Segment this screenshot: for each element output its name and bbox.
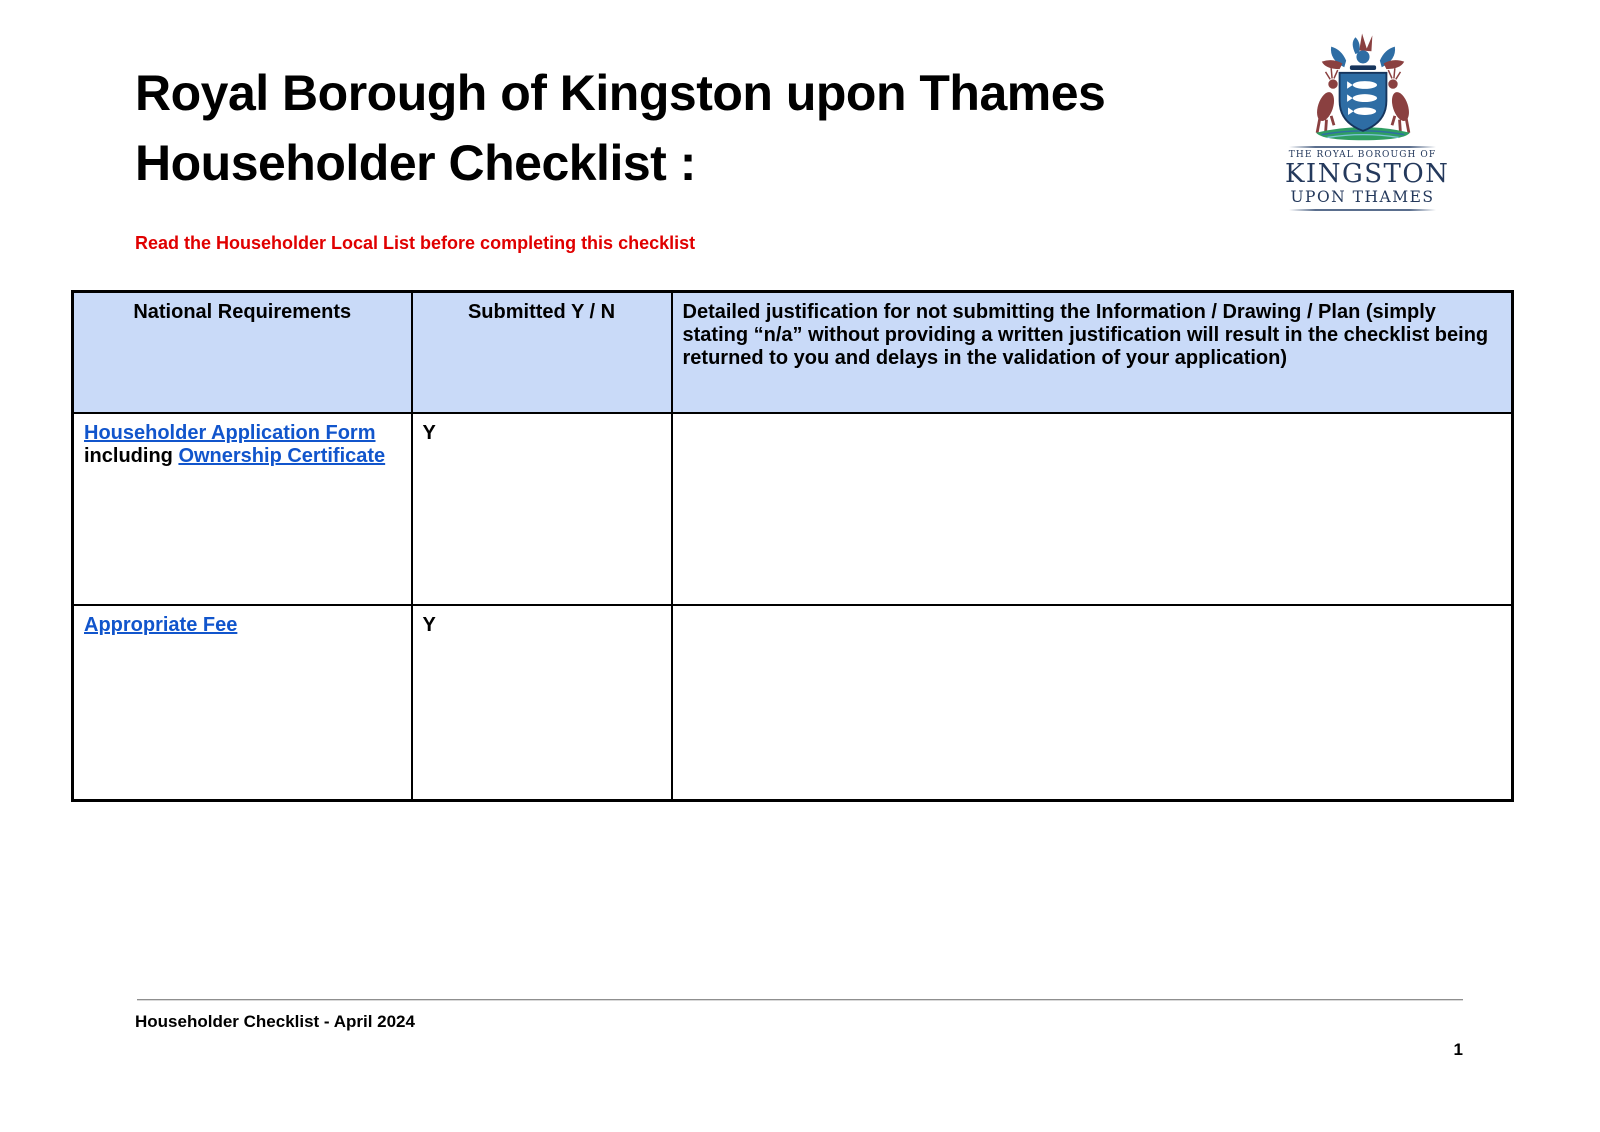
footer-text: Householder Checklist - April 2024: [135, 1012, 415, 1031]
table-header-row: [73, 292, 1513, 413]
kingston-logo: [1285, 26, 1450, 213]
title-line-2: Householder Checklist :: [135, 135, 696, 191]
header-national-requirements: National Requirements: [73, 292, 412, 413]
header-submitted: Submitted Y / N: [412, 292, 672, 413]
logo-caption-large: KINGSTON: [1285, 159, 1450, 189]
justification-cell: [672, 413, 1513, 605]
requirement-text: including: [84, 444, 179, 467]
checklist-table: [71, 290, 1514, 802]
coat-of-arms-icon: [1288, 26, 1438, 144]
logo-bottom-rule: [1289, 209, 1436, 211]
page-title: [135, 58, 1105, 198]
requirement-cell: [73, 413, 412, 605]
ownership-certificate-link[interactable]: Ownership Certificate: [178, 444, 386, 467]
page-number: 1: [1453, 1040, 1463, 1059]
appropriate-fee-link[interactable]: Appropriate Fee: [84, 613, 238, 636]
householder-application-form-link[interactable]: Householder Application Form: [84, 421, 376, 444]
logo-top-rule: [1289, 146, 1436, 148]
table-row: [73, 605, 1513, 801]
instruction-text: Read the Householder Local List before completing this checklist: [135, 233, 696, 253]
header-justification: Detailed justification for not submitting the Information / Drawing / Plan (simply stating “n/a” without providing a written justification will result in the checklist being returned to you and delays in the validation of your application): [672, 292, 1513, 413]
requirement-cell: [73, 605, 412, 801]
logo-text: [1285, 146, 1450, 211]
logo-caption-medium: UPON THAMES: [1290, 188, 1435, 206]
justification-cell: [672, 605, 1513, 801]
footer-divider: [137, 999, 1463, 1001]
title-line-1: Royal Borough of Kingston upon Thames: [135, 65, 1106, 121]
submitted-cell: Y: [412, 413, 672, 605]
table-row: [73, 413, 1513, 605]
logo-caption-small: THE ROYAL BOROUGH OF: [1288, 150, 1437, 160]
submitted-cell: Y: [412, 605, 672, 801]
